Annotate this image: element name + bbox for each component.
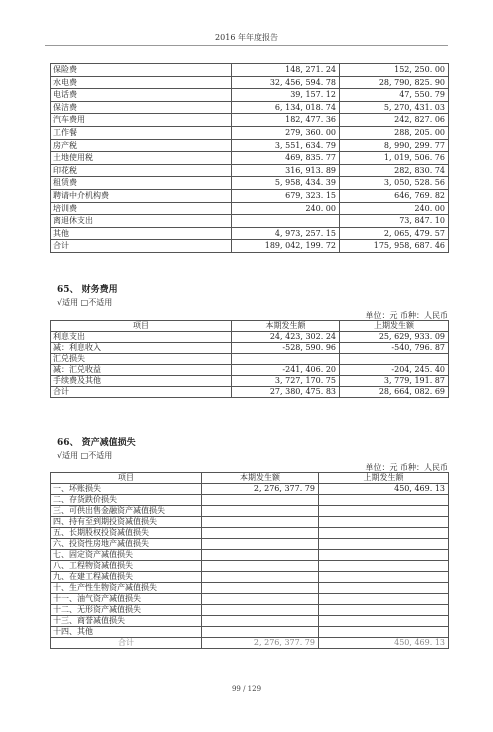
row-label: 离退休支出 (51, 215, 232, 228)
column-header-current: 本期发生额 (232, 321, 340, 332)
row-label: 减：利息收入 (51, 343, 232, 354)
current-period-value (202, 594, 319, 605)
row-label: 合计 (51, 638, 202, 649)
current-period-value: 6, 134, 018. 74 (232, 101, 340, 114)
previous-period-value (319, 594, 449, 605)
table-row (51, 484, 449, 495)
table-row (51, 616, 449, 627)
table-row (51, 638, 449, 649)
row-label: 九、在建工程减值损失 (51, 572, 202, 583)
table-row (51, 343, 449, 354)
row-label: 聘请中介机构费 (51, 189, 232, 202)
previous-period-value: 450, 469. 13 (319, 484, 449, 495)
current-period-value: -241, 406. 20 (232, 365, 340, 376)
previous-period-value (319, 517, 449, 528)
previous-period-value (319, 605, 449, 616)
current-period-value: 3, 551, 634. 79 (232, 139, 340, 152)
previous-period-value: 2, 065, 479. 57 (340, 227, 449, 240)
row-label: 土地使用税 (51, 152, 232, 165)
previous-period-value: 28, 664, 082. 69 (340, 387, 449, 398)
current-period-value (202, 550, 319, 561)
row-label: 二、存货跌价损失 (51, 495, 202, 506)
table-row (51, 332, 449, 343)
table-row (51, 101, 449, 114)
table-row (51, 528, 449, 539)
column-header-current: 本期发生额 (202, 473, 319, 484)
current-period-value: 240. 00 (232, 202, 340, 215)
current-period-value: 32, 456, 594. 78 (232, 76, 340, 89)
current-period-value (202, 616, 319, 627)
table-row (51, 189, 449, 202)
row-label: 电话费 (51, 89, 232, 102)
column-header-item: 项目 (51, 473, 202, 484)
table-row (51, 126, 449, 139)
previous-period-value (319, 616, 449, 627)
current-period-value: 5, 958, 434. 39 (232, 177, 340, 190)
previous-period-value: 3, 050, 528. 56 (340, 177, 449, 190)
table-row (51, 539, 449, 550)
previous-period-value: -204, 245. 40 (340, 365, 449, 376)
unit-note: 单位：元 币种：人民币 (365, 311, 448, 320)
current-period-value: 316, 913. 89 (232, 164, 340, 177)
table-row (51, 177, 449, 190)
row-label: 租赁费 (51, 177, 232, 190)
row-label: 十一、油气资产减值损失 (51, 594, 202, 605)
table-row (51, 164, 449, 177)
current-period-value (202, 495, 319, 506)
table-row (51, 240, 449, 253)
table-row (51, 517, 449, 528)
row-label: 培训费 (51, 202, 232, 215)
table-row (51, 506, 449, 517)
row-label: 七、固定资产减值损失 (51, 550, 202, 561)
previous-period-value: 450, 469. 13 (319, 638, 449, 649)
previous-period-value: 152, 250. 00 (340, 64, 449, 77)
previous-period-value: 25, 629, 933. 09 (340, 332, 449, 343)
previous-period-value (340, 354, 449, 365)
table-row (51, 376, 449, 387)
previous-period-value: 28, 790, 825. 90 (340, 76, 449, 89)
current-period-value: 24, 423, 302. 24 (232, 332, 340, 343)
column-header-item: 项目 (51, 321, 232, 332)
row-label: 工作餐 (51, 126, 232, 139)
row-label: 五、长期股权投资减值损失 (51, 528, 202, 539)
row-label: 手续费及其他 (51, 376, 232, 387)
previous-period-value (319, 506, 449, 517)
row-label: 三、可供出售金融资产减值损失 (51, 506, 202, 517)
column-header-previous: 上期发生额 (319, 473, 449, 484)
previous-period-value: 240. 00 (340, 202, 449, 215)
table-row (51, 76, 449, 89)
row-label: 十三、商誉减值损失 (51, 616, 202, 627)
row-label: 八、工程物资减值损失 (51, 561, 202, 572)
table-row (51, 594, 449, 605)
previous-period-value: 282, 830. 74 (340, 164, 449, 177)
current-period-value: 189, 042, 199. 72 (232, 240, 340, 253)
previous-period-value: 3, 779, 191. 87 (340, 376, 449, 387)
current-period-value (202, 528, 319, 539)
previous-period-value (319, 561, 449, 572)
current-period-value (202, 517, 319, 528)
row-label: 十二、无形资产减值损失 (51, 605, 202, 616)
current-period-value: 679, 323. 15 (232, 189, 340, 202)
current-period-value (232, 215, 340, 228)
previous-period-value (319, 572, 449, 583)
previous-period-value: 1, 019, 506. 76 (340, 152, 449, 165)
table-row (51, 365, 449, 376)
row-label: 其他 (51, 227, 232, 240)
previous-period-value: 73, 847. 10 (340, 215, 449, 228)
row-label: 印花税 (51, 164, 232, 177)
table-row (51, 583, 449, 594)
asset-impairment-table (50, 472, 449, 649)
table-row (51, 605, 449, 616)
current-period-value: 469, 835. 77 (232, 152, 340, 165)
previous-period-value (319, 583, 449, 594)
row-label: 四、持有至到期投资减值损失 (51, 517, 202, 528)
table-row (51, 202, 449, 215)
current-period-value (202, 539, 319, 550)
table-row (51, 114, 449, 127)
table-row (51, 89, 449, 102)
current-period-value: 4, 973, 257. 15 (232, 227, 340, 240)
applicability-note: √适用 □不适用 (57, 451, 113, 460)
row-label: 保洁费 (51, 101, 232, 114)
current-period-value: 148, 271. 24 (232, 64, 340, 77)
current-period-value (202, 583, 319, 594)
applicability-note: √适用 □不适用 (57, 298, 113, 307)
table-row (51, 215, 449, 228)
previous-period-value: 47, 550. 79 (340, 89, 449, 102)
previous-period-value: 646, 769. 82 (340, 189, 449, 202)
row-label: 一、坏账损失 (51, 484, 202, 495)
row-label: 保险费 (51, 64, 232, 77)
table-row (51, 152, 449, 165)
table-row (51, 354, 449, 365)
section-title-financial-expenses: 65、 财务费用 (57, 285, 118, 295)
table-row (51, 387, 449, 398)
table-row (51, 227, 449, 240)
previous-period-value: 5, 270, 431. 03 (340, 101, 449, 114)
column-header-previous: 上期发生额 (340, 321, 449, 332)
current-period-value: 279, 360. 00 (232, 126, 340, 139)
header-divider (45, 45, 448, 46)
table-row (51, 139, 449, 152)
row-label: 汇兑损失 (51, 354, 232, 365)
previous-period-value (319, 550, 449, 561)
row-label: 减：汇兑收益 (51, 365, 232, 376)
previous-period-value (319, 495, 449, 506)
table-row (51, 627, 449, 638)
current-period-value (202, 572, 319, 583)
previous-period-value (319, 539, 449, 550)
row-label: 利息支出 (51, 332, 232, 343)
previous-period-value: -540, 796. 87 (340, 343, 449, 354)
row-label: 合计 (51, 240, 232, 253)
row-label: 十四、其他 (51, 627, 202, 638)
current-period-value (232, 354, 340, 365)
current-period-value: 182, 477. 36 (232, 114, 340, 127)
current-period-value: 27, 380, 475. 83 (232, 387, 340, 398)
current-period-value: 2, 276, 377. 79 (202, 484, 319, 495)
section-title-asset-impairment: 66、 资产减值损失 (57, 438, 136, 448)
row-label: 水电费 (51, 76, 232, 89)
current-period-value (202, 605, 319, 616)
current-period-value: 2, 276, 377. 79 (202, 638, 319, 649)
table-row (51, 495, 449, 506)
row-label: 合计 (51, 387, 232, 398)
table-row (51, 64, 449, 77)
current-period-value: 39, 157. 12 (232, 89, 340, 102)
page-number: 99 / 129 (231, 685, 262, 693)
current-period-value (202, 561, 319, 572)
previous-period-value: 8, 990, 299. 77 (340, 139, 449, 152)
current-period-value (202, 627, 319, 638)
row-label: 房产税 (51, 139, 232, 152)
previous-period-value: 288, 205. 00 (340, 126, 449, 139)
current-period-value (202, 506, 319, 517)
row-label: 六、投资性房地产减值损失 (51, 539, 202, 550)
row-label: 十、生产性生物资产减值损失 (51, 583, 202, 594)
admin-expense-table-continued (50, 63, 449, 253)
previous-period-value: 242, 827. 06 (340, 114, 449, 127)
previous-period-value (319, 528, 449, 539)
table-row (51, 561, 449, 572)
table-row (51, 550, 449, 561)
unit-note: 单位：元 币种：人民币 (365, 463, 448, 472)
page-header: 2016 年年度报告 (215, 33, 278, 42)
financial-expenses-table (50, 320, 449, 398)
previous-period-value: 175, 958, 687. 46 (340, 240, 449, 253)
row-label: 汽车费用 (51, 114, 232, 127)
current-period-value: -528, 590. 96 (232, 343, 340, 354)
table-row (51, 572, 449, 583)
previous-period-value (319, 627, 449, 638)
current-period-value: 3, 727, 170. 75 (232, 376, 340, 387)
